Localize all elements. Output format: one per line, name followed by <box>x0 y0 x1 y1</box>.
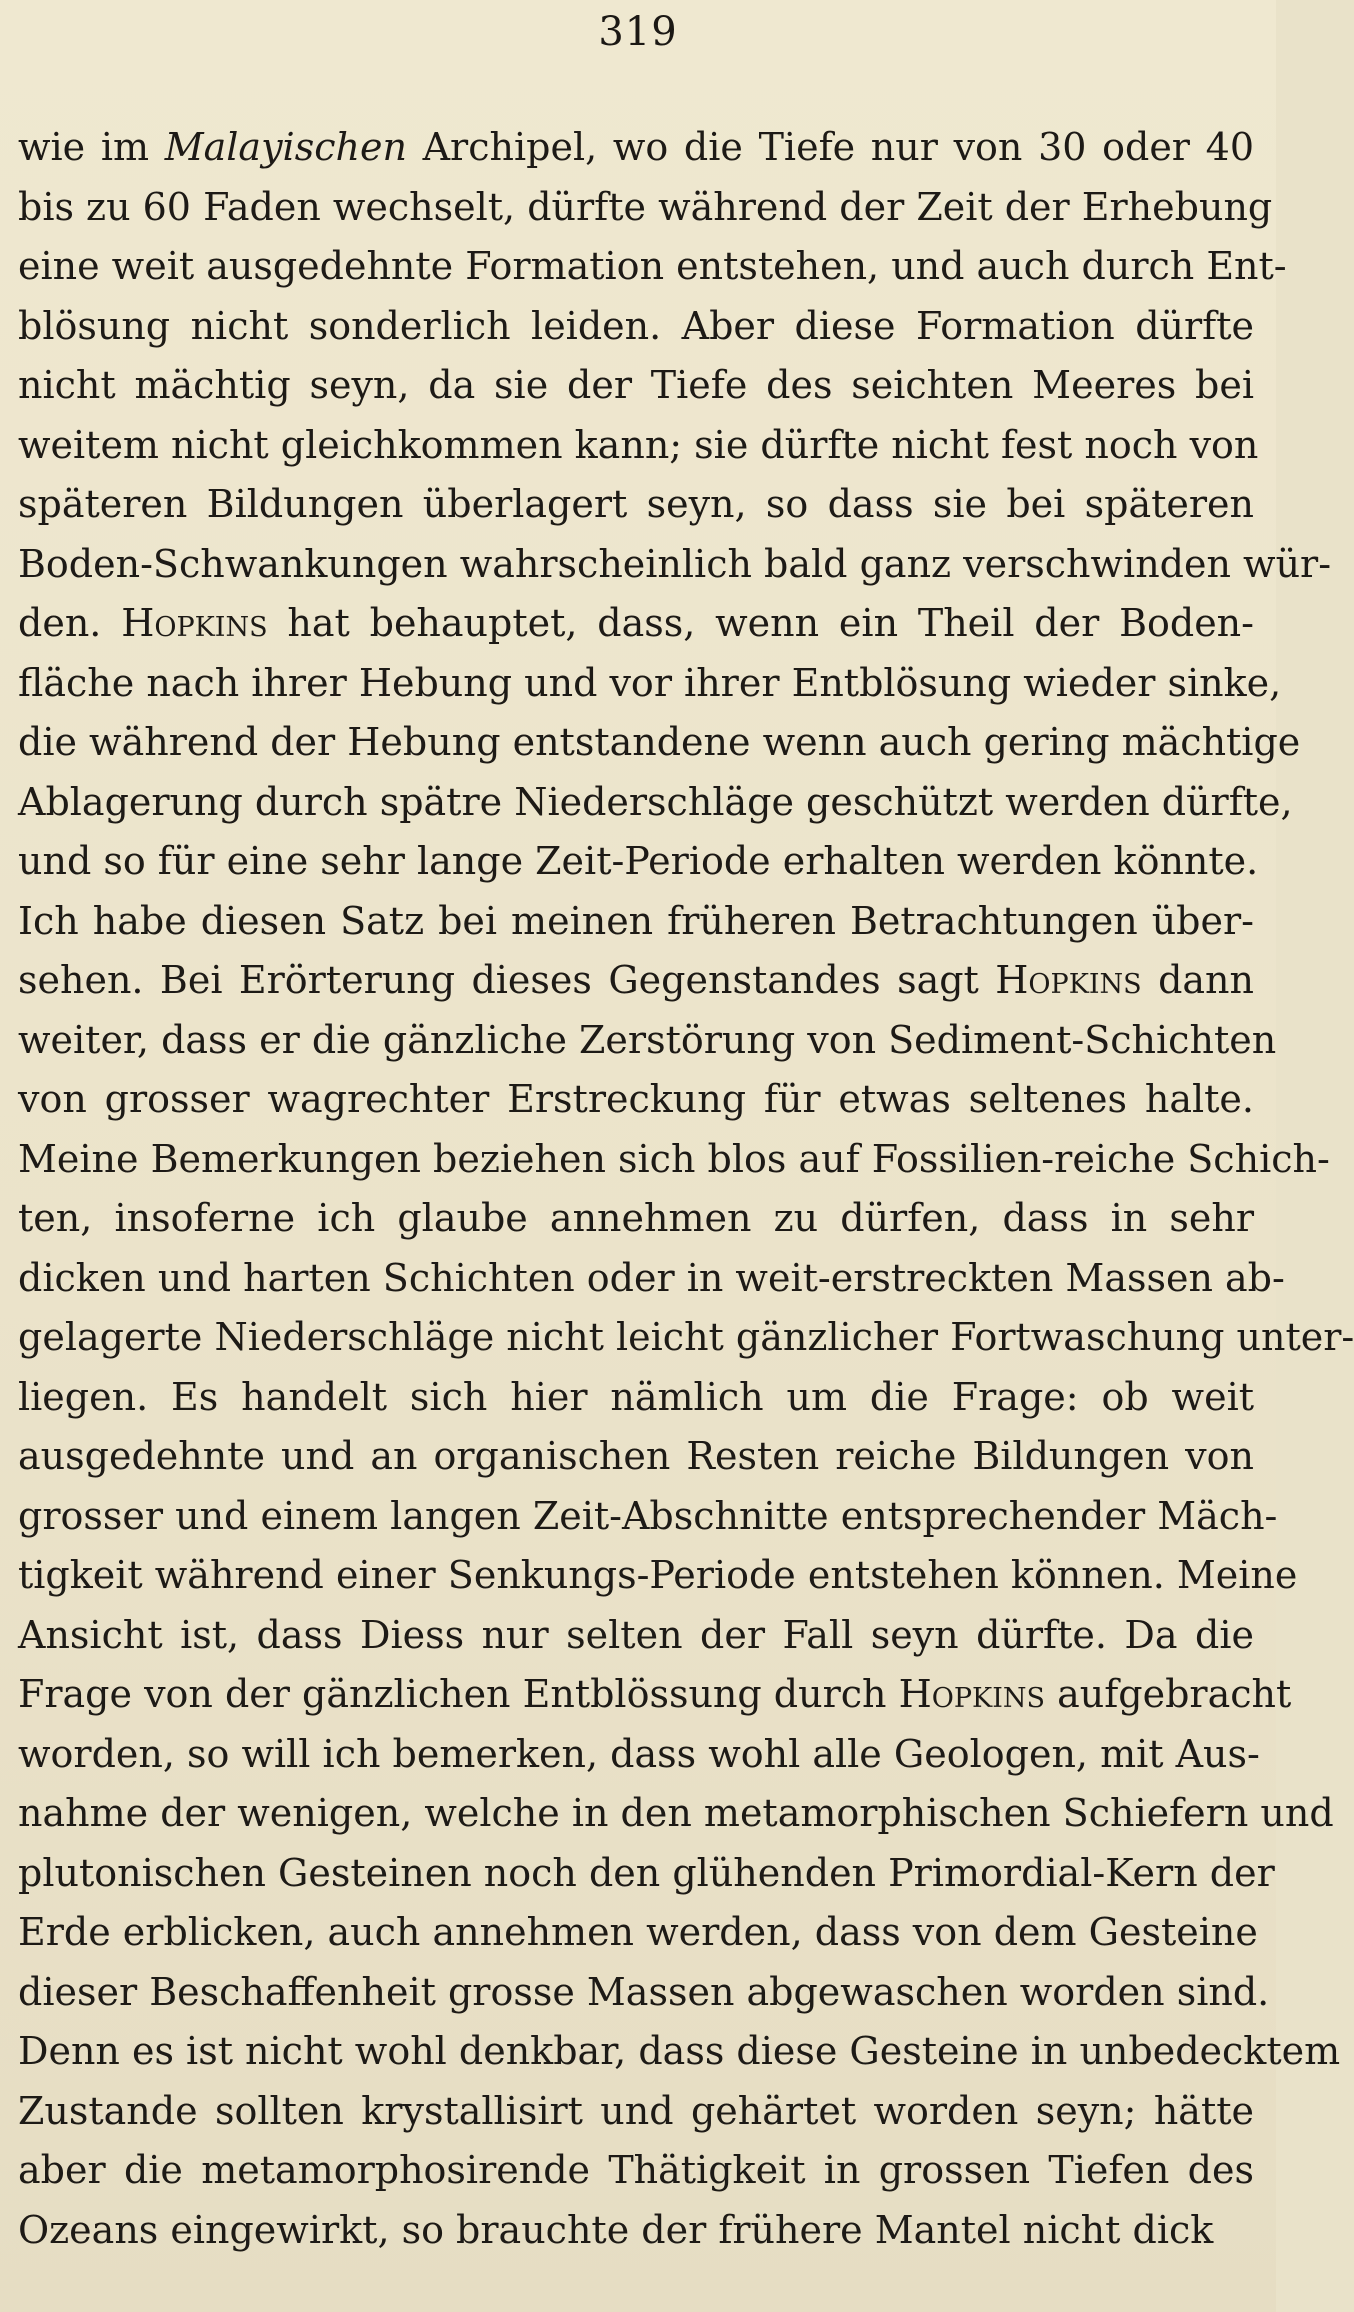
text-line <box>18 475 1254 535</box>
text-line <box>18 951 1254 1011</box>
text-run: fläche nach ihrer Hebung und vor ihrer Entblösung wieder sinke, <box>18 660 1282 705</box>
text-run: blösung nicht sonderlich leiden. Aber diese Formation dürfte <box>18 303 1254 348</box>
text-line <box>18 713 1301 773</box>
text-line <box>18 297 1254 357</box>
text-run: eine weit ausgedehnte Formation entstehen, und auch durch Ent- <box>18 244 1287 288</box>
author-name: Hopkins <box>121 601 268 645</box>
text-run: dieser Beschaffenheit grosse Massen abgewaschen worden sind. <box>18 1969 1270 2014</box>
text-line <box>18 1546 1298 1606</box>
text-line <box>18 416 1259 476</box>
text-line <box>18 1189 1254 1249</box>
text-line <box>18 2141 1254 2201</box>
body-text <box>18 118 1354 2260</box>
author-name: Hopkins <box>898 1672 1046 1716</box>
text-run: Ich habe diesen Satz bei meinen früheren Betrachtungen über- <box>18 898 1254 943</box>
text-line <box>18 1487 1278 1547</box>
page-number: 319 <box>598 9 678 55</box>
text-line <box>18 1249 1285 1309</box>
text-run: Erde erblicken, auch annehmen werden, dass von dem Gesteine <box>18 1910 1258 1954</box>
text-line <box>18 1308 1354 1368</box>
text-run: späteren Bildungen überlagert seyn, so dass sie bei späteren <box>18 482 1254 526</box>
text-line <box>18 1070 1254 1130</box>
text-run: Meine Bemerkungen beziehen sich blos auf Fossilien-reiche Schich- <box>18 1136 1330 1181</box>
text-run: hat behauptet, dass, wenn ein Theil der Boden- <box>267 601 1254 645</box>
author-name: Hopkins <box>995 958 1142 1002</box>
text-line <box>18 1130 1330 1190</box>
text-line <box>18 356 1254 416</box>
text-run: Ablagerung durch spätre Niederschläge geschützt werden dürfte, <box>18 779 1293 824</box>
text-run: dicken und harten Schichten oder in weit-erstreckten Massen ab- <box>18 1255 1285 1300</box>
text-run: aber die metamorphosirende Thätigkeit in grossen Tiefen des <box>18 2148 1254 2192</box>
text-line <box>18 535 1332 595</box>
text-run: dann <box>1141 958 1254 1002</box>
text-run: Ozeans eingewirkt, so brauchte der frühere Mantel nicht dick <box>18 2207 1214 2252</box>
text-run: weiter, dass er die gänzliche Zerstörung von Sediment-Schichten <box>18 1017 1277 1062</box>
text-run: Zustande sollten krystallisirt und gehärtet worden seyn; hätte <box>18 2088 1254 2133</box>
text-line <box>18 892 1254 952</box>
text-run: von grosser wagrechter Erstreckung für etwas seltenes halte. <box>18 1077 1254 1121</box>
text-line <box>18 832 1259 892</box>
text-run: plutonischen Gesteinen noch den glühenden Primordial-Kern der <box>18 1850 1275 1895</box>
text-line <box>18 1011 1277 1071</box>
text-line <box>18 1844 1275 1904</box>
text-line <box>18 1784 1334 1844</box>
text-run: ausgedehnte und an organischen Resten reiche Bildungen von <box>18 1434 1254 1478</box>
text-line <box>18 1606 1254 1666</box>
text-line <box>18 594 1254 654</box>
text-run: worden, so will ich bemerken, dass wohl alle Geologen, mit Aus- <box>18 1731 1260 1776</box>
text-run: wie im <box>18 125 165 169</box>
text-line <box>18 1903 1258 1963</box>
text-run: nicht mächtig seyn, da sie der Tiefe des seichten Meeres bei <box>18 363 1254 407</box>
text-run: Denn es ist nicht wohl denkbar, dass diese Gesteine in unbedecktem <box>18 2029 1341 2073</box>
text-run: Archipel, wo die Tiefe nur von 30 oder 40 <box>406 125 1255 169</box>
text-line <box>18 1368 1254 1428</box>
text-run: aufgebracht <box>1045 1672 1292 1716</box>
italic-term: Malayischen <box>164 125 407 169</box>
text-run: tigkeit während einer Senkungs-Periode entstehen können. Meine <box>18 1553 1298 1597</box>
text-line <box>18 178 1273 238</box>
text-run: liegen. Es handelt sich hier nämlich um die Frage: ob weit <box>18 1374 1254 1419</box>
text-run: den. <box>18 601 122 645</box>
text-line <box>18 654 1282 714</box>
text-run: grosser und einem langen Zeit-Abschnitte entsprechender Mäch- <box>18 1493 1278 1538</box>
text-run: und so für eine sehr lange Zeit-Periode erhalten werden könnte. <box>18 839 1259 883</box>
text-run: nahme der wenigen, welche in den metamorphischen Schiefern und <box>18 1791 1334 1835</box>
text-line <box>18 773 1293 833</box>
text-run: die während der Hebung entstandene wenn auch gering mächtige <box>18 720 1301 764</box>
text-run: Boden-Schwankungen wahrscheinlich bald ganz verschwinden wür- <box>18 541 1332 586</box>
text-run: gelagerte Niederschläge nicht leicht gänzlicher Fortwaschung unter- <box>18 1315 1354 1359</box>
text-line <box>18 2082 1254 2142</box>
text-line <box>18 1665 1292 1725</box>
text-line <box>18 1963 1270 2023</box>
text-run: Ansicht ist, dass Diess nur selten der Fall seyn dürfte. Da die <box>18 1612 1254 1657</box>
text-line <box>18 237 1287 297</box>
text-run: sehen. Bei Erörterung dieses Gegenstandes sagt <box>18 958 996 1002</box>
text-run: weitem nicht gleichkommen kann; sie dürfte nicht fest noch von <box>18 422 1259 467</box>
text-run: bis zu 60 Faden wechselt, dürfte während der Zeit der Erhebung <box>18 184 1273 229</box>
text-line <box>18 2201 1254 2261</box>
text-line <box>18 118 1254 178</box>
text-line <box>18 1725 1260 1785</box>
text-line <box>18 2022 1341 2082</box>
text-run: ten, insoferne ich glaube annehmen zu dürfen, dass in sehr <box>18 1196 1254 1240</box>
text-line <box>18 1427 1254 1487</box>
text-run: Frage von der gänzlichen Entblössung durch <box>18 1672 899 1716</box>
